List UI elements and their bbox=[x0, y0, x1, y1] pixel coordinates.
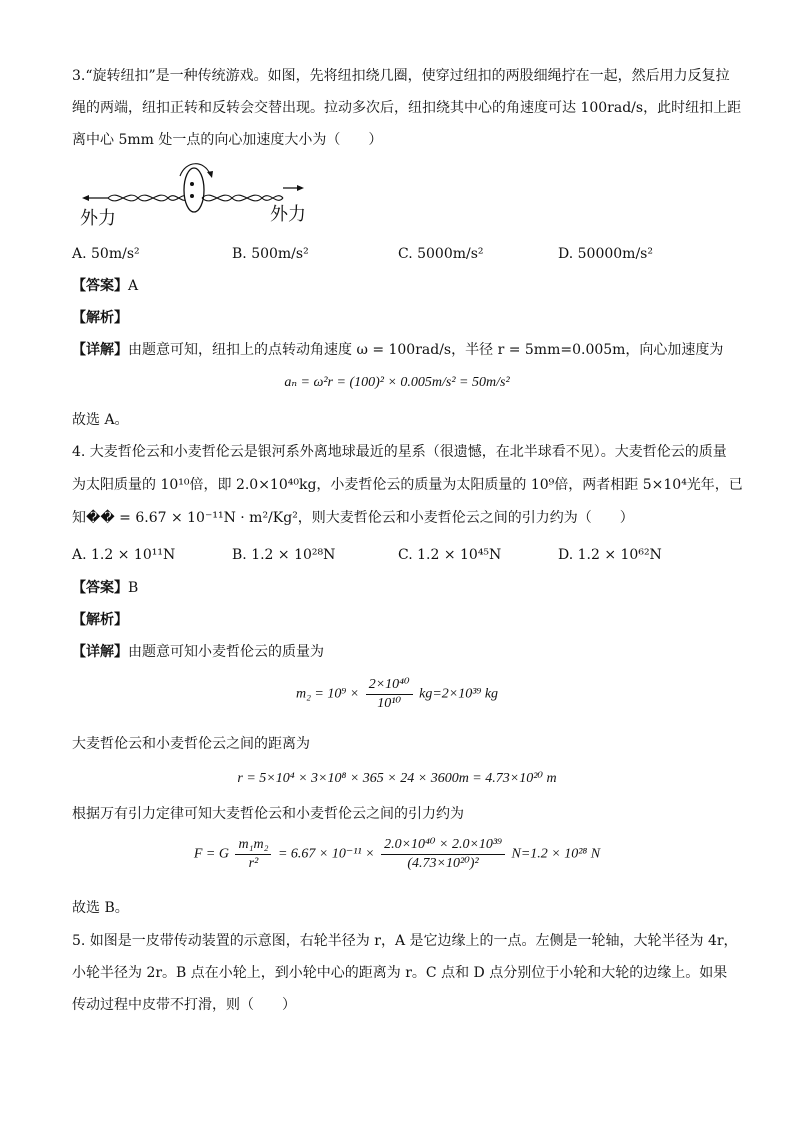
button-spinning-figure bbox=[78, 158, 338, 230]
q5-stem-line-2: 小轮半径为 2r。B 点在小轮上，到小轮中心的距离为 r。C 点和 D 点分别位于小轮和大轮的边缘上。如果 bbox=[72, 965, 728, 981]
q4-text-distance: 大麦哲伦云和小麦哲伦云之间的距离为 bbox=[72, 736, 310, 752]
q4-stem-line-1: 4. 大麦哲伦云和小麦哲伦云是银河系外离地球最近的星系（很遗憾，在北半球看不见）。大麦哲伦云的质量 bbox=[72, 444, 727, 460]
detail-text: 由题意可知小麦哲伦云的质量为 bbox=[128, 644, 324, 660]
q3-stem-line-2: 绳的两端，纽扣正转和反转会交替出现。拉动多次后，纽扣绕其中心的角速度可达 100rad/s，此时纽扣上距 bbox=[72, 100, 742, 116]
q4-formula-gravity: F = G $\frac{\text{m₁m₂}}{\text{r²}}$ = 6.67 × 10⁻¹¹ × $\frac{\text{2.0×10⁴⁰ × 2.0×10³⁹}}{\text{(4.73×10²⁰)²}}$ N=1.2 × 10²⁸ N bbox=[193, 837, 601, 871]
q3-conclusion: 故选 A。 bbox=[72, 412, 129, 428]
answer-tag: 【答案】 bbox=[72, 580, 128, 596]
q3-analysis-tag: 【解析】 bbox=[72, 310, 128, 326]
q4-conclusion: 故选 B。 bbox=[72, 900, 129, 916]
q4-answer bbox=[72, 578, 138, 598]
q4-option-b: B. 1.2 × 10²⁸N bbox=[232, 547, 336, 563]
q4-option-a: A. 1.2 × 10¹¹N bbox=[72, 547, 176, 563]
q5-stem-line-3: 传动过程中皮带不打滑，则（ ） bbox=[72, 997, 296, 1013]
right-force-label: 外力 bbox=[270, 204, 306, 224]
q4-stem-line-2: 为太阳质量的 10¹⁰倍，即 2.0×10⁴⁰kg，小麦哲伦云的质量为太阳质量的 10⁹倍，两者相距 5×10⁴光年，已 bbox=[72, 477, 743, 493]
answer-value: A bbox=[128, 278, 139, 294]
q4-stem-line-3: 知�� = 6.67 × 10⁻¹¹N · m²/Kg²，则大麦哲伦云和小麦哲伦云之间的引力约为（ ） bbox=[72, 510, 634, 526]
answer-tag: 【答案】 bbox=[72, 278, 128, 294]
mass-fraction: $\frac{\text{2×10⁴⁰}}{\text{10¹⁰}}$ bbox=[366, 676, 413, 713]
q4-formula-mass: m₂ = 10⁹ × $\frac{\text{2×10⁴⁰}}{\text{10¹⁰}}$ kg=2×10³⁹ kg bbox=[295, 677, 499, 711]
q3-option-b: B. 500m/s² bbox=[232, 246, 309, 262]
q3-detail bbox=[72, 340, 723, 360]
left-force-label: 外力 bbox=[80, 208, 116, 228]
q4-text-gravity: 根据万有引力定律可知大麦哲伦云和小麦哲伦云之间的引力约为 bbox=[72, 806, 464, 822]
q3-option-c: C. 5000m/s² bbox=[398, 246, 484, 262]
q4-option-c: C. 1.2 × 10⁴⁵N bbox=[398, 547, 502, 563]
q3-option-a: A. 50m/s² bbox=[72, 246, 140, 262]
q4-option-d: D. 1.2 × 10⁶²N bbox=[558, 547, 662, 563]
q3-answer bbox=[72, 276, 138, 296]
left-arrow-head bbox=[82, 195, 89, 201]
q4-detail bbox=[72, 642, 324, 662]
q3-stem-line-3: 离中心 5mm 处一点的向心加速度大小为（ ） bbox=[72, 132, 383, 148]
detail-tag: 【详解】 bbox=[72, 342, 128, 358]
q3-option-d: D. 50000m/s² bbox=[558, 246, 653, 262]
button-disc bbox=[184, 168, 204, 212]
gravity-fraction-2: $\frac{\text{2.0×10⁴⁰ × 2.0×10³⁹}}{\text{(4.73×10²⁰)²}}$ bbox=[381, 836, 505, 873]
q5-stem-line-1: 5. 如图是一皮带传动装置的示意图，右轮半径为 r，A 是它边缘上的一点。左侧是一轮轴，大轮半径为 4r， bbox=[72, 933, 738, 949]
q3-stem-line-1: 3.“旋转纽扣”是一种传统游戏。如图，先将纽扣绕几圈，使穿过纽扣的两股细绳拧在一起，然后用力反复拉 bbox=[72, 68, 730, 84]
answer-value: B bbox=[128, 580, 139, 596]
q4-analysis-tag: 【解析】 bbox=[72, 612, 128, 628]
detail-tag: 【详解】 bbox=[72, 644, 128, 660]
detail-text: 由题意可知，纽扣上的点转动角速度 ω = 100rad/s，半径 r = 5mm=0.005m，向心加速度为 bbox=[128, 342, 724, 358]
q4-formula-distance: r = 5×10⁴ × 3×10⁸ × 365 × 24 × 3600m = 4.73×10²⁰ m bbox=[237, 771, 557, 786]
q3-formula: aₙ = ω²r = (100)² × 0.005m/s² = 50m/s² bbox=[284, 375, 510, 390]
gravity-fraction-1: $\frac{\text{m₁m₂}}{\text{r²}}$ bbox=[235, 836, 271, 873]
